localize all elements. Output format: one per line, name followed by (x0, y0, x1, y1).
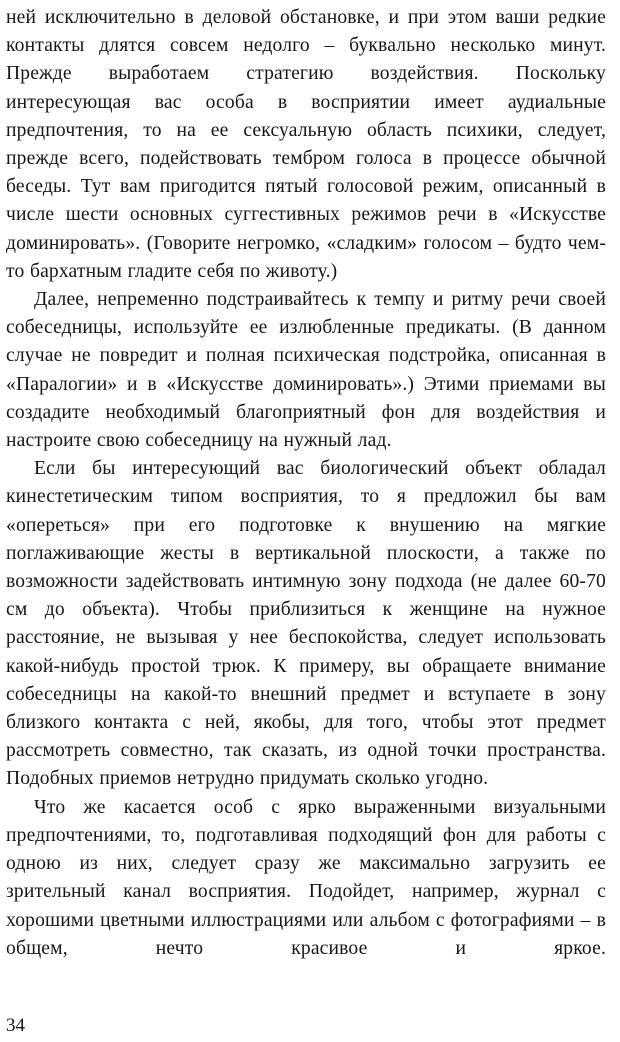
paragraph-4: Что же касается особ с ярко выраженными визуальными предпочтениями, то, подготавливая подходящий фон для работы с одною из них, следует сразу же максимально загрузить ее зрительный канал восприятия. Подойдет, например, журнал с хорошими цветными иллюстрациями или альбом с фотографиями – в общем, нечто красивое и яркое. (6, 796, 606, 959)
paragraph-3: Если бы интересующий вас биологический объект обладал кинестетическим типом восприятия, то я предложил бы вам «опереться» при его подготовке к внушению на мягкие поглаживающие жесты в вертикальной плоскости, а также по возможности задействовать интимную зону подхода (не далее 60-70 см до объекта). Чтобы приблизиться к женщине на нужное расстояние, не вызывая у нее беспокойства, следует использовать какой-нибудь простой трюк. К примеру, вы обращаете внимание собеседницы на какой-то внешний предмет и вступаете в зону близкого контакта с ней, якобы, для того, чтобы этот предмет рассмотреть совместно, так сказать, из одной точки пространства. Подобных приемов нетрудно придумать сколько угодно. (6, 458, 606, 790)
paragraph-1: ней исключительно в деловой обстановке, и при этом ваши редкие контакты длятся совсем недолго – буквально несколько минут. Прежде выработаем стратегию воздействия. Поскольку интересующая вас особа в восприятии имеет аудиальные предпочтения, то на ее сексуальную область психики, следует, прежде всего, подействовать тембром голоса в процессе обычной беседы. Тут вам пригодится пятый голосовой режим, описанный в числе шести основных суггестивных режимов речи в «Искусстве доминировать». (Говорите негромко, «сладким» голосом – будто чем-то бархатным гладите себя по животу.) (6, 7, 606, 282)
page-number: 34 (6, 1015, 25, 1036)
paragraph-2: Далее, непременно подстраивайтесь к темпу и ритму речи своей собеседницы, используйте ее излюбленные предикаты. (В данном случае не повредит и полная психическая подстройка, описанная в «Паралогии» и в «Искусстве доминировать».) Этими приемами вы создадите необходимый благоприятный фон для воздействия и настроите свою собеседницу на нужный лад. (6, 289, 606, 452)
